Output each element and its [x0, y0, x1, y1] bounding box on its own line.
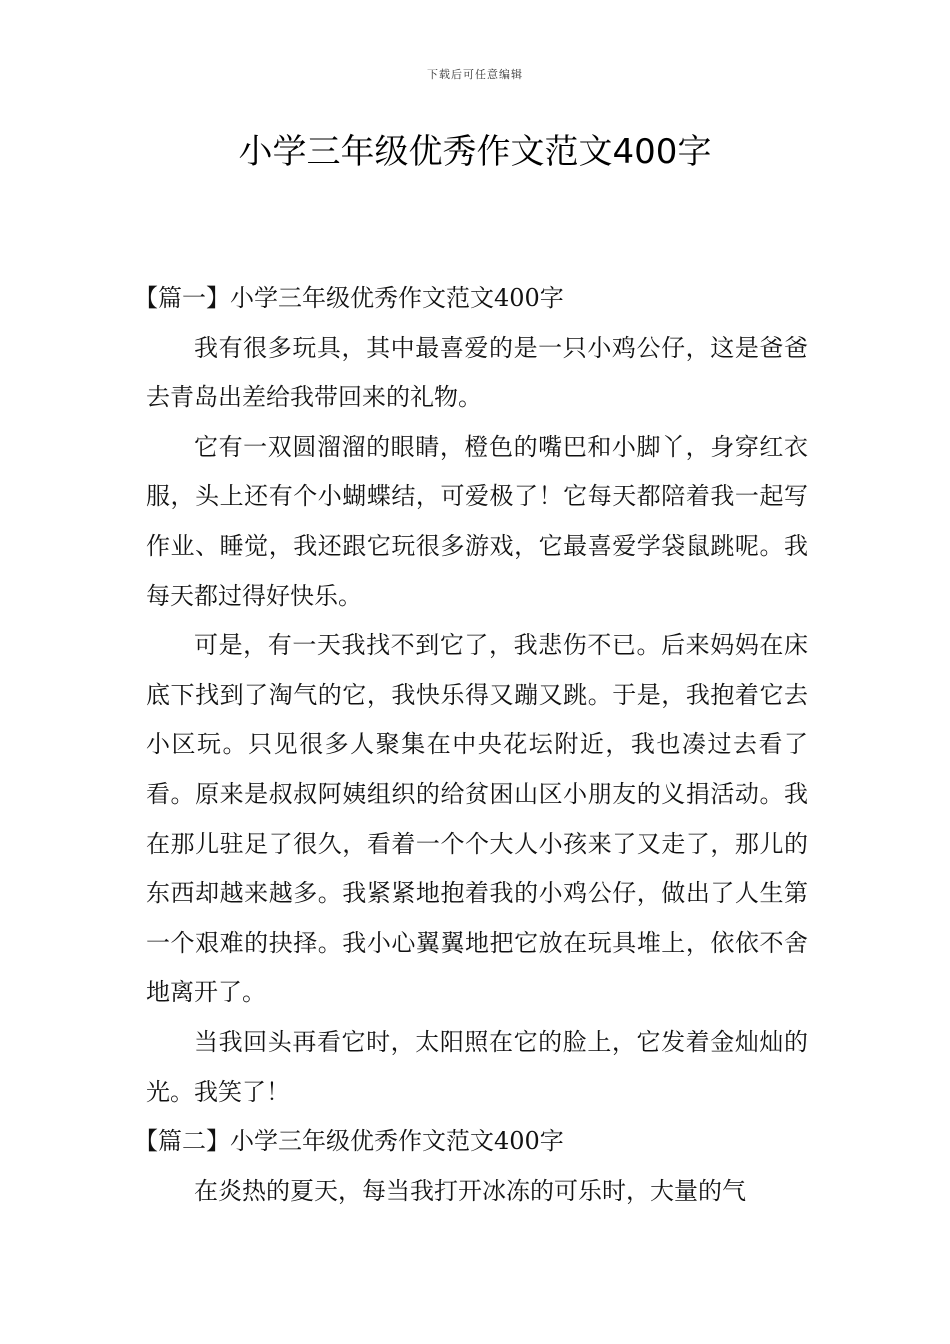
- paragraph: 可是，有一天我找不到它了，我悲伤不已。后来妈妈在床底下找到了淘气的它，我快乐得又蹦又跳。于是，我抱着它去小区玩。只见很多人聚集在中央花坛附近，我也凑过去看了看。原来是叔叔阿姨组织的给贫困山区小朋友的义捐活动。我在那儿驻足了很久，看着一个个大人小孩来了又走了，那儿的东西却越来越多。我紧紧地抱着我的小鸡公仔，做出了人生第一个艰难的抉择。我小心翼翼地把它放在玩具堆上，依依不舍地离开了。: [146, 631, 808, 1007]
- header-note: 下载后可任意编辑: [427, 68, 523, 81]
- paragraph: 它有一双圆溜溜的眼睛，橙色的嘴巴和小脚丫，身穿红衣服，头上还有个小蝴蝶结，可爱极了！它每天都陪着我一起写作业、睡觉，我还跟它玩很多游戏，它最喜爱学袋鼠跳呢。我每天都过得好快乐。: [146, 432, 808, 610]
- paragraph: 在炎热的夏天，每当我打开冰冻的可乐时，大量的气: [194, 1176, 746, 1205]
- article-body: [134, 274, 808, 1216]
- page-title: 小学三年级优秀作文范文400字: [238, 132, 712, 172]
- paragraph: 我有很多玩具，其中最喜爱的是一只小鸡公仔，这是爸爸去青岛出差给我带回来的礼物。: [146, 333, 808, 412]
- section-heading-2: 【篇二】小学三年级优秀作文范文400字: [134, 1127, 564, 1156]
- paragraph: 当我回头再看它时，太阳照在它的脸上，它发着金灿灿的光。我笑了！: [146, 1027, 808, 1106]
- section-heading-1: 【篇一】小学三年级优秀作文范文400字: [134, 284, 564, 312]
